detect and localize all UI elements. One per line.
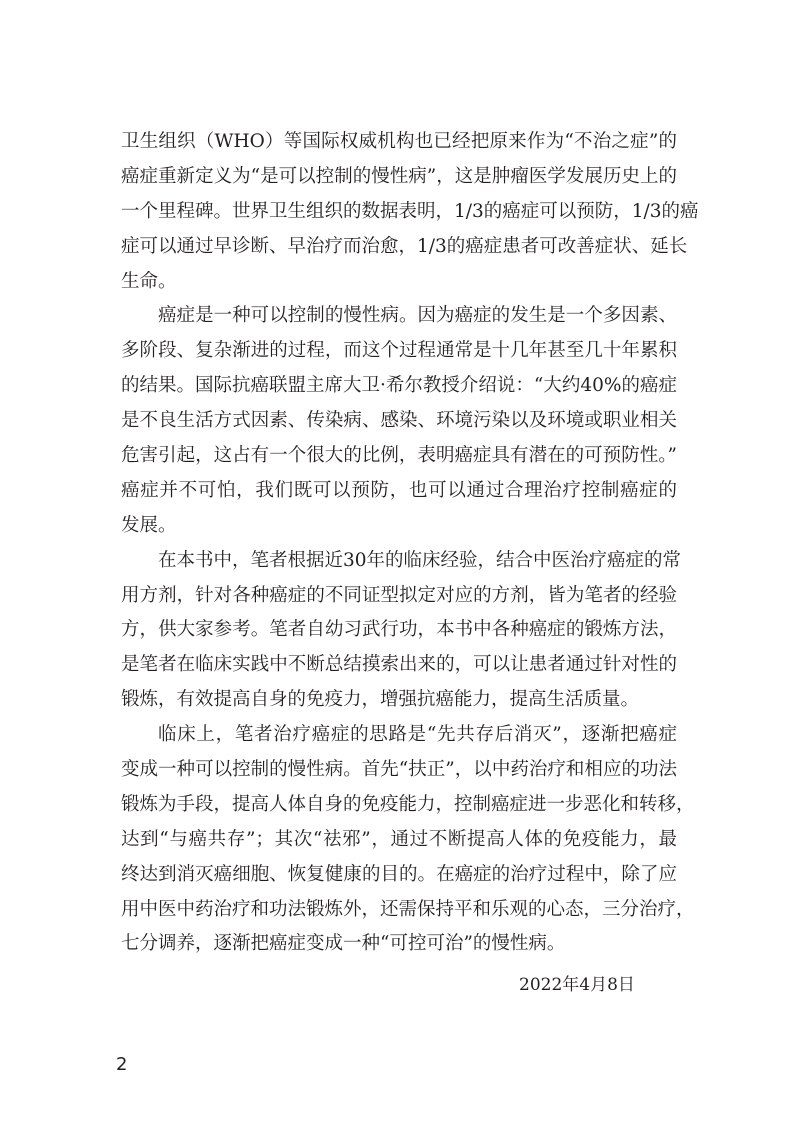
text-line: 锻炼为手段，提高人体自身的免疫能力，控制癌症进一步恶化和转移， xyxy=(121,793,695,815)
text-line: 癌症是一种可以控制的慢性病。因为癌症的发生是一个多因素、 xyxy=(158,305,677,327)
text-line: 症可以通过早诊断、早治疗而治愈，1/3的癌症患者可改善症状、延长 xyxy=(121,235,688,257)
text-line: 发展。 xyxy=(121,514,177,536)
text-line: 终达到消灭癌细胞、恢复健康的目的。在癌症的治疗过程中，除了应 xyxy=(121,863,677,885)
text-line: 用方剂，针对各种癌症的不同证型拟定对应的方剂，皆为笔者的经验 xyxy=(121,584,677,606)
page-number: 2 xyxy=(116,1054,128,1075)
text-line: 方，供大家参考。笔者自幼习武行功，本书中各种癌症的锻炼方法， xyxy=(121,619,677,641)
paragraph xyxy=(121,299,677,543)
text-line: 是不良生活方式因素、传染病、感染、环境污染以及环境或职业相关 xyxy=(121,410,677,432)
text-line: 癌症重新定义为“是可以控制的慢性病”，这是肿瘤医学发展历史上的 xyxy=(121,165,677,187)
paragraph xyxy=(121,544,682,718)
text-line: 达到“与癌共存”；其次“祛邪”，通过不断提高人体的免疫能力，最 xyxy=(121,828,677,850)
paragraph xyxy=(121,718,695,962)
text-line: 是笔者在临床实践中不断总结摸索出来的，可以让患者通过针对性的 xyxy=(121,654,677,676)
text-line: 的结果。国际抗癌联盟主席大卫·希尔教授介绍说：“大约40%的癌症 xyxy=(121,375,677,397)
paragraph xyxy=(121,125,699,299)
text-line: 在本书中，笔者根据近30年的临床经验，结合中医治疗癌症的常 xyxy=(158,549,682,571)
signature-date: 2022年4月8日 xyxy=(519,975,635,995)
text-line: 临床上，笔者治疗癌症的思路是“先共存后消灭”，逐渐把癌症 xyxy=(158,724,677,746)
text-line: 用中医中药治疗和功法锻炼外，还需保持平和乐观的心态，三分治疗， xyxy=(121,898,695,920)
text-line: 生命。 xyxy=(121,270,177,292)
text-line: 七分调养，逐渐把癌症变成一种“可控可治”的慢性病。 xyxy=(121,933,566,955)
body-text xyxy=(121,125,699,962)
text-line: 锻炼，有效提高自身的免疫力，增强抗癌能力，提高生活质量。 xyxy=(121,689,640,711)
text-line: 一个里程碑。世界卫生组织的数据表明，1/3的癌症可以预防，1/3的癌 xyxy=(121,200,699,222)
text-line: 癌症并不可怕，我们既可以预防，也可以通过合理治疗控制癌症的 xyxy=(121,479,677,501)
text-line: 危害引起，这占有一个很大的比例，表明癌症具有潜在的可预防性。” xyxy=(121,445,677,467)
text-line: 变成一种可以控制的慢性病。首先“扶正”，以中药治疗和相应的功法 xyxy=(121,759,677,781)
text-line: 多阶段、复杂渐进的过程，而这个过程通常是十几年甚至几十年累积 xyxy=(121,340,677,362)
text-line: 卫生组织（WHO）等国际权威机构也已经把原来作为“不治之症”的 xyxy=(121,131,677,152)
